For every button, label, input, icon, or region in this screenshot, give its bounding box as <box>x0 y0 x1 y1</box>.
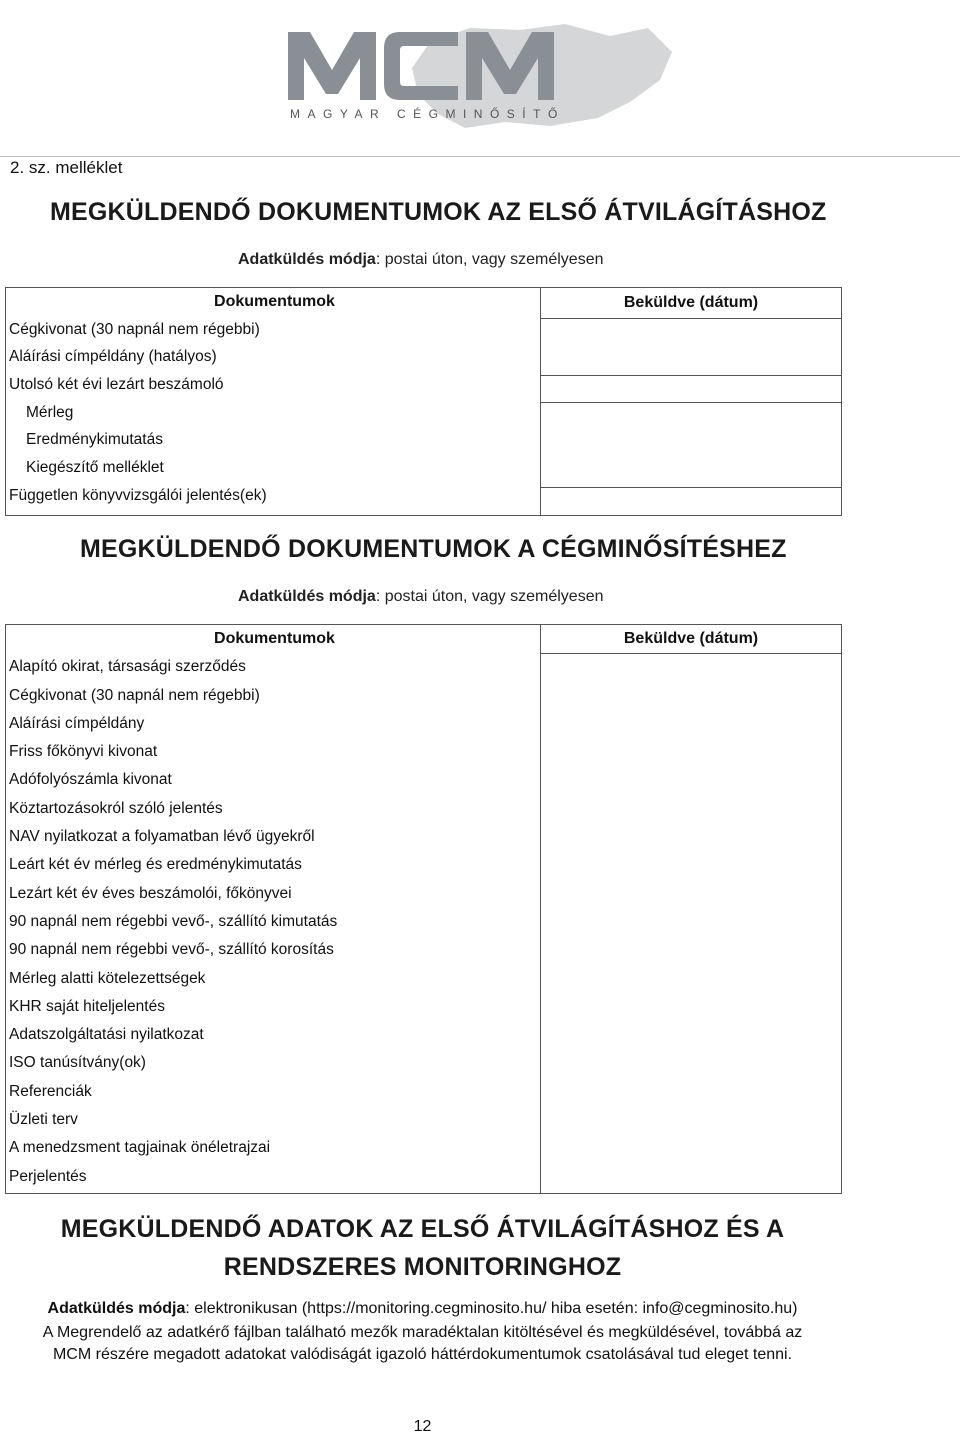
note-line1: A Megrendelő az adatkérő fájlban található mezők maradéktalan kitöltésével és megküldésével, továbbá az <box>42 1324 803 1341</box>
sent-date-column <box>541 625 842 1194</box>
doc-item: KHR saját hiteljelentés <box>9 997 165 1015</box>
section2-title: MEGKÜLDENDŐ DOKUMENTUMOK A CÉGMINŐSÍTÉSHEZ <box>80 535 787 563</box>
section2-method <box>238 588 604 606</box>
doc-item: Adófolyószámla kivonat <box>9 771 172 789</box>
section2-table <box>5 624 842 1194</box>
doc-item: Mérleg alatti kötelezettségek <box>9 969 206 987</box>
section1-method <box>238 251 604 269</box>
doc-subitem: Kiegészítő melléklet <box>26 459 164 477</box>
doc-subitem: Mérleg <box>26 403 74 421</box>
doc-item: Utolsó két évi lezárt beszámoló <box>9 376 224 394</box>
page-number: 12 <box>413 1418 432 1435</box>
doc-item: Perjelentés <box>9 1167 87 1185</box>
doc-item: Adatszolgáltatási nyilatkozat <box>9 1026 204 1044</box>
doc-subitem: Eredménykimutatás <box>26 431 163 449</box>
doc-item: Köztartozásokról szóló jelentés <box>9 799 223 817</box>
doc-item: ISO tanúsítvány(ok) <box>9 1054 146 1072</box>
annex-label: 2. sz. melléklet <box>10 158 123 177</box>
section1-table <box>5 287 842 516</box>
documents-header: Dokumentumok <box>214 293 335 310</box>
section3-title <box>0 1210 845 1286</box>
doc-item: Friss főkönyvi kivonat <box>9 743 158 761</box>
documents-header: Dokumentumok <box>214 630 335 647</box>
method-label: Adatküldés módja <box>47 1300 186 1317</box>
documents-column <box>6 288 541 516</box>
doc-item: Leárt két év mérleg és eredménykimutatás <box>9 856 302 874</box>
doc-item: Üzleti terv <box>9 1111 78 1129</box>
doc-item: Független könyvvizsgálói jelentés(ek) <box>9 486 267 504</box>
sent-date-cell[interactable] <box>541 376 841 403</box>
doc-item: Lezárt két év éves beszámolói, főkönyvei <box>9 884 292 902</box>
method-value: : postai úton, vagy személyesen <box>375 588 604 605</box>
section1-title: MEGKÜLDENDŐ DOKUMENTUMOK AZ ELSŐ ÁTVILÁGÍTÁSHOZ <box>50 198 827 226</box>
sent-date-cell[interactable] <box>541 654 841 1189</box>
method-label: Adatküldés módja <box>238 588 376 605</box>
sent-date-header: Beküldve (dátum) <box>541 288 841 319</box>
doc-item: Cégkivonat (30 napnál nem régebbi) <box>9 686 260 704</box>
section3-title-line1: MEGKÜLDENDŐ ADATOK AZ ELSŐ ÁTVILÁGÍTÁSHOZ ÉS A <box>60 1215 785 1243</box>
method-value: : elektronikusan (https://monitoring.cegminosito.hu/ hiba esetén: info@cegminosito.hu) <box>185 1300 798 1317</box>
logo-letter-m1 <box>288 32 376 100</box>
section3-method <box>0 1298 845 1320</box>
doc-item: Aláírási címpéldány <box>9 714 145 732</box>
section3-title-line2: RENDSZERES MONITORINGHOZ <box>223 1253 622 1281</box>
method-label: Adatküldés módja <box>238 251 376 268</box>
sent-date-cell[interactable] <box>541 488 841 515</box>
sent-date-cell[interactable] <box>541 319 841 376</box>
header-divider <box>0 156 960 157</box>
doc-item: 90 napnál nem régebbi vevő-, szállító korosítás <box>9 941 334 959</box>
logo-tagline: MAGYAR CÉGMINŐSÍTŐ <box>290 107 565 121</box>
method-value: : postai úton, vagy személyesen <box>375 251 604 268</box>
doc-item: A menedzsment tagjainak önéletrajzai <box>9 1139 271 1157</box>
doc-item: Alapító okirat, társasági szerződés <box>9 658 246 676</box>
mcm-logo <box>280 22 680 132</box>
doc-item: Cégkivonat (30 napnál nem régebbi) <box>9 320 260 338</box>
section3-note <box>0 1322 845 1366</box>
doc-item: Aláírási címpéldány (hatályos) <box>9 348 217 366</box>
doc-item: 90 napnál nem régebbi vevő-, szállító kimutatás <box>9 912 338 930</box>
doc-item: NAV nyilatkozat a folyamatban lévő ügyekről <box>9 828 315 846</box>
note-line2: MCM részére megadott adatokat valódiságát igazoló háttérdokumentumok csatolásával tud eleget tenni. <box>52 1346 793 1363</box>
sent-date-cell[interactable] <box>541 403 841 488</box>
sent-date-column <box>541 288 842 516</box>
doc-item: Referenciák <box>9 1082 92 1100</box>
documents-column <box>6 625 541 1194</box>
sent-date-header: Beküldve (dátum) <box>541 625 841 654</box>
